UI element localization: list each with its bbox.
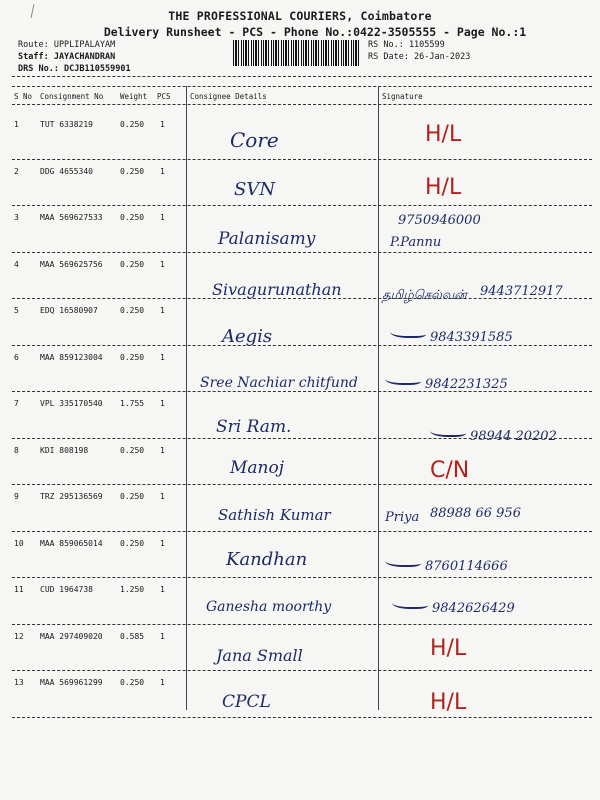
row-consignment: TUT 6338219 (40, 120, 93, 129)
row-weight: 0.250 (120, 166, 145, 176)
consignee-name: Core (230, 128, 279, 152)
row-divider (12, 531, 592, 532)
consignee-name: Kandhan (226, 548, 308, 570)
row-sno: 11 (14, 585, 24, 594)
signature-phone: 9842231325 (425, 376, 508, 392)
row-weight: 1.755 (120, 399, 145, 408)
row-consignment: KDI 808198 (40, 445, 89, 455)
row-consignment: VPL 335170540 (40, 399, 103, 408)
row-weight: 0.250 (120, 352, 145, 362)
row-sno: 10 (14, 538, 24, 548)
row-divider (12, 484, 592, 485)
table-row (0, 120, 600, 166)
consignee-name: Ganesha moorthy (206, 599, 332, 615)
consignee-name: Aegis (222, 326, 273, 347)
signature-phone: 98944 20202 (470, 429, 557, 444)
row-divider (12, 717, 592, 718)
row-consignment: DDG 4655340 (40, 166, 93, 176)
row-weight: 1.250 (120, 585, 145, 594)
row-weight: 0.250 (120, 306, 145, 315)
row-weight: 0.250 (120, 259, 145, 269)
row-pcs: 1 (160, 585, 165, 594)
row-weight: 0.250 (120, 492, 145, 501)
row-consignment: CUD 1964738 (40, 585, 93, 594)
table-row (0, 260, 600, 306)
signature-scribble (430, 425, 466, 437)
row-pcs: 1 (160, 306, 165, 315)
consignee-name: Jana Small (216, 645, 303, 665)
row-consignment: EDQ 16580907 (40, 306, 98, 315)
staff-label: Staff: JAYACHANDRAN (18, 52, 116, 62)
page-subtitle: Delivery Runsheet - PCS - Phone No.:0422-3505555 - Page No.:1 (103, 25, 527, 39)
signature-mark: C/N (430, 457, 470, 483)
row-divider (12, 391, 592, 392)
table-row (0, 678, 600, 724)
divider (12, 86, 592, 87)
table-row (0, 167, 600, 213)
table-row (0, 585, 600, 631)
rs-date: RS Date: 26-Jan-2023 (368, 52, 471, 62)
signature-mark: P.Pannu (390, 235, 442, 250)
consignee-name: Palanisamy (218, 229, 316, 249)
signature-phone: 9750946000 (398, 213, 481, 228)
row-pcs: 1 (160, 352, 165, 362)
row-divider (12, 438, 592, 439)
row-sno: 4 (14, 259, 19, 269)
row-sno: 6 (14, 352, 19, 362)
consignee-name: Sri Ram. (216, 417, 292, 437)
row-weight: 0.250 (120, 213, 145, 222)
table-row (0, 632, 600, 678)
signature-mark: தமிழ்செல்வன் (382, 287, 467, 303)
row-divider (12, 298, 592, 299)
table-row (0, 539, 600, 585)
signature-mark: H/L (430, 690, 467, 715)
row-divider (12, 252, 592, 253)
row-sno: 3 (14, 213, 19, 222)
signature-mark: H/L (425, 174, 462, 200)
consignee-name: Sree Nachiar chitfund (200, 374, 358, 391)
table-row (0, 446, 600, 492)
row-sno: 1 (14, 120, 19, 129)
barcode (233, 40, 361, 66)
row-pcs: 1 (160, 538, 165, 548)
drs-number: DRS No.: DCJB110559901 (18, 64, 131, 74)
row-consignment: MAA 569961299 (40, 678, 103, 687)
divider (12, 104, 592, 105)
table-row (0, 213, 600, 259)
row-consignment: MAA 569625756 (40, 259, 103, 269)
row-weight: 0.250 (120, 538, 145, 548)
table-row (0, 353, 600, 399)
row-pcs: 1 (160, 213, 165, 222)
column-header-pcs: PCS (157, 92, 171, 101)
row-pcs: 1 (160, 166, 165, 176)
signature-phone: 8760114666 (425, 558, 508, 574)
consignee-name: CPCL (222, 692, 271, 712)
row-sno: 13 (14, 678, 24, 687)
row-weight: 0.250 (120, 678, 145, 687)
consignee-name: SVN (234, 178, 276, 200)
row-divider (12, 624, 592, 625)
page-title: THE PROFESSIONAL COURIERS, Coimbatore (168, 9, 432, 23)
row-sno: 2 (14, 166, 19, 176)
row-pcs: 1 (160, 678, 165, 687)
row-weight: 0.585 (120, 631, 145, 641)
row-consignment: TRZ 295136569 (40, 492, 103, 501)
column-header-sno: S No (14, 92, 33, 101)
row-divider (12, 670, 592, 671)
table-row (0, 399, 600, 445)
signature-scribble (392, 597, 428, 609)
row-sno: 12 (14, 631, 24, 641)
signature-mark: Priya (385, 510, 420, 525)
signature-scribble (385, 555, 421, 567)
consignee-name: Sivagurunathan (212, 279, 342, 299)
column-header-weight: Weight (120, 92, 148, 101)
signature-phone: 88988 66 956 (430, 506, 521, 521)
table-row (0, 492, 600, 538)
column-header-signature: Signature (382, 92, 423, 101)
consignee-name: Sathish Kumar (218, 506, 331, 524)
signature-scribble (390, 326, 426, 338)
row-pcs: 1 (160, 399, 165, 408)
row-sno: 7 (14, 399, 19, 408)
row-pcs: 1 (160, 445, 165, 455)
table-row (0, 306, 600, 352)
signature-mark: H/L (425, 122, 462, 147)
row-consignment: MAA 859065014 (40, 538, 103, 548)
row-weight: 0.250 (120, 120, 145, 129)
row-pcs: 1 (160, 631, 165, 641)
consignee-name: Manoj (230, 457, 284, 478)
route-label: Route: UPPLIPALAYAM (18, 40, 116, 50)
row-pcs: 1 (160, 120, 165, 129)
signature-mark: H/L (430, 635, 467, 661)
row-pcs: 1 (160, 492, 165, 501)
signature-scribble (385, 373, 421, 385)
signature-phone: 9443712917 (480, 283, 563, 299)
row-weight: 0.250 (120, 445, 145, 455)
rs-number: RS No.: 1105599 (368, 40, 445, 50)
signature-phone: 9843391585 (430, 330, 513, 345)
row-sno: 9 (14, 492, 19, 501)
row-divider (12, 345, 592, 346)
row-sno: 5 (14, 306, 19, 315)
column-header-consignment: Consignment No (40, 92, 104, 101)
column-header-consignee: Consignee Details (190, 92, 267, 101)
row-consignment: MAA 859123004 (40, 352, 103, 362)
signature-phone: 9842626429 (432, 601, 515, 616)
row-sno: 8 (14, 445, 19, 455)
row-consignment: MAA 569627533 (40, 213, 103, 222)
row-divider (12, 577, 592, 578)
row-consignment: MAA 297409020 (40, 631, 103, 641)
row-pcs: 1 (160, 259, 165, 269)
divider (12, 76, 592, 77)
row-divider (12, 205, 592, 206)
row-divider (12, 159, 592, 160)
